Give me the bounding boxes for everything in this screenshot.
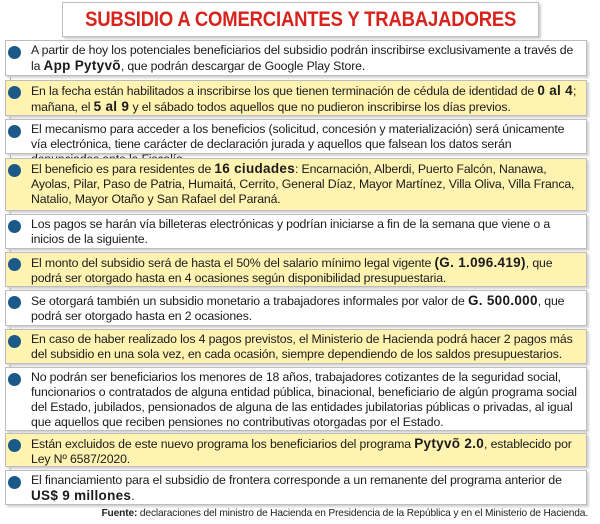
- title-banner: [62, 2, 539, 37]
- page-title: SUBSIDIO A COMERCIANTES Y TRABAJADORES: [84, 7, 517, 31]
- list-item: Se otorgará también un subsidio monetario a trabajadores informales por valor de G. 500.000, que podrá ser otorgado hasta en 2 ocasiones.: [5, 290, 587, 326]
- list-item: En caso de haber realizado los 4 pagos previstos, el Ministerio de Hacienda podrá hacer 2 pagos más del subsidio en una sola vez, en cada ocasión, siempre dependiendo de los saldos presupuestarios.: [5, 329, 587, 364]
- list-item: En la fecha están habilitados a inscribirse los que tienen terminación de cédula de identidad de 0 al 4; mañana, el 5 al 9 y el sábado todos aquellos que no pudieron inscribirse los días previos.: [5, 80, 587, 116]
- bullet-icon: [8, 335, 21, 348]
- bullet-icon: [8, 46, 21, 59]
- bullet-icon: [8, 476, 21, 489]
- bullet-icon: [8, 439, 21, 452]
- list-item: El monto del subsidio será de hasta el 50% del salario mínimo legal vigente (G. 1.096.419), que podrá ser otorgado hasta en 4 ocasiones según disponibilidad presupuestaria.: [5, 252, 587, 287]
- bullet-icon: [8, 373, 21, 386]
- bullet-icon: [8, 86, 21, 99]
- list-item: No podrán ser beneficiarios los menores de 18 años, trabajadores cotizantes de la seguridad social, funcionarios o contratados de alguna entidad pública, binacional, beneficiario de algún programa social del Estado, jubilados, pensionados de alguna de las entidades jubilatorias públicas o privadas, al igual que aquellos que reciben pensiones no contributivas otorgadas por el Estado.: [5, 367, 587, 431]
- list-item: El financiamiento para el subsidio de frontera corresponde a un remanente del programa anterior de US$ 9 millones.: [5, 470, 587, 505]
- bullet-icon: [8, 125, 21, 138]
- list-item: El beneficio es para residentes de 16 ciudades: Encarnación, Alberdi, Puerto Falcón, Nanawa, Ayolas, Pilar, Paso de Patria, Humaitá, Cerrito, General Díaz, Mayor Martínez, Villa Oliva, Villa Franca, Natalio, Mayor Otaño y San Rafael del Paraná.: [5, 158, 587, 211]
- bullet-icon: [8, 258, 21, 271]
- bullet-icon: [8, 296, 21, 309]
- list-item: Los pagos se harán vía billeteras electrónicas y podrían iniciarse a fin de la semana que viene o a inicios de la siguiente.: [5, 214, 587, 249]
- list-item: El mecanismo para acceder a los beneficios (solicitud, concesión y materialización) será únicamente vía electrónica, tiene carácter de declaración jurada y aquellos que falsean los datos serán: [5, 119, 587, 154]
- source-note: Fuente: declaraciones del ministro de Hacienda en Presidencia de la República y en el Ministerio de Hacienda.: [101, 508, 588, 519]
- list-item: A partir de hoy los potenciales beneficiarios del subsidio podrán inscribirse exclusivamente a través de la App Pytyvõ, que podrán descargar de Google Play Store.: [5, 40, 587, 76]
- bullet-icon: [8, 164, 21, 177]
- list-item: Están excluidos de este nuevo programa los beneficiarios del programa Pytyvõ 2.0, establecido por Ley Nº 6587/2020.: [5, 433, 587, 467]
- bullet-icon: [8, 220, 21, 233]
